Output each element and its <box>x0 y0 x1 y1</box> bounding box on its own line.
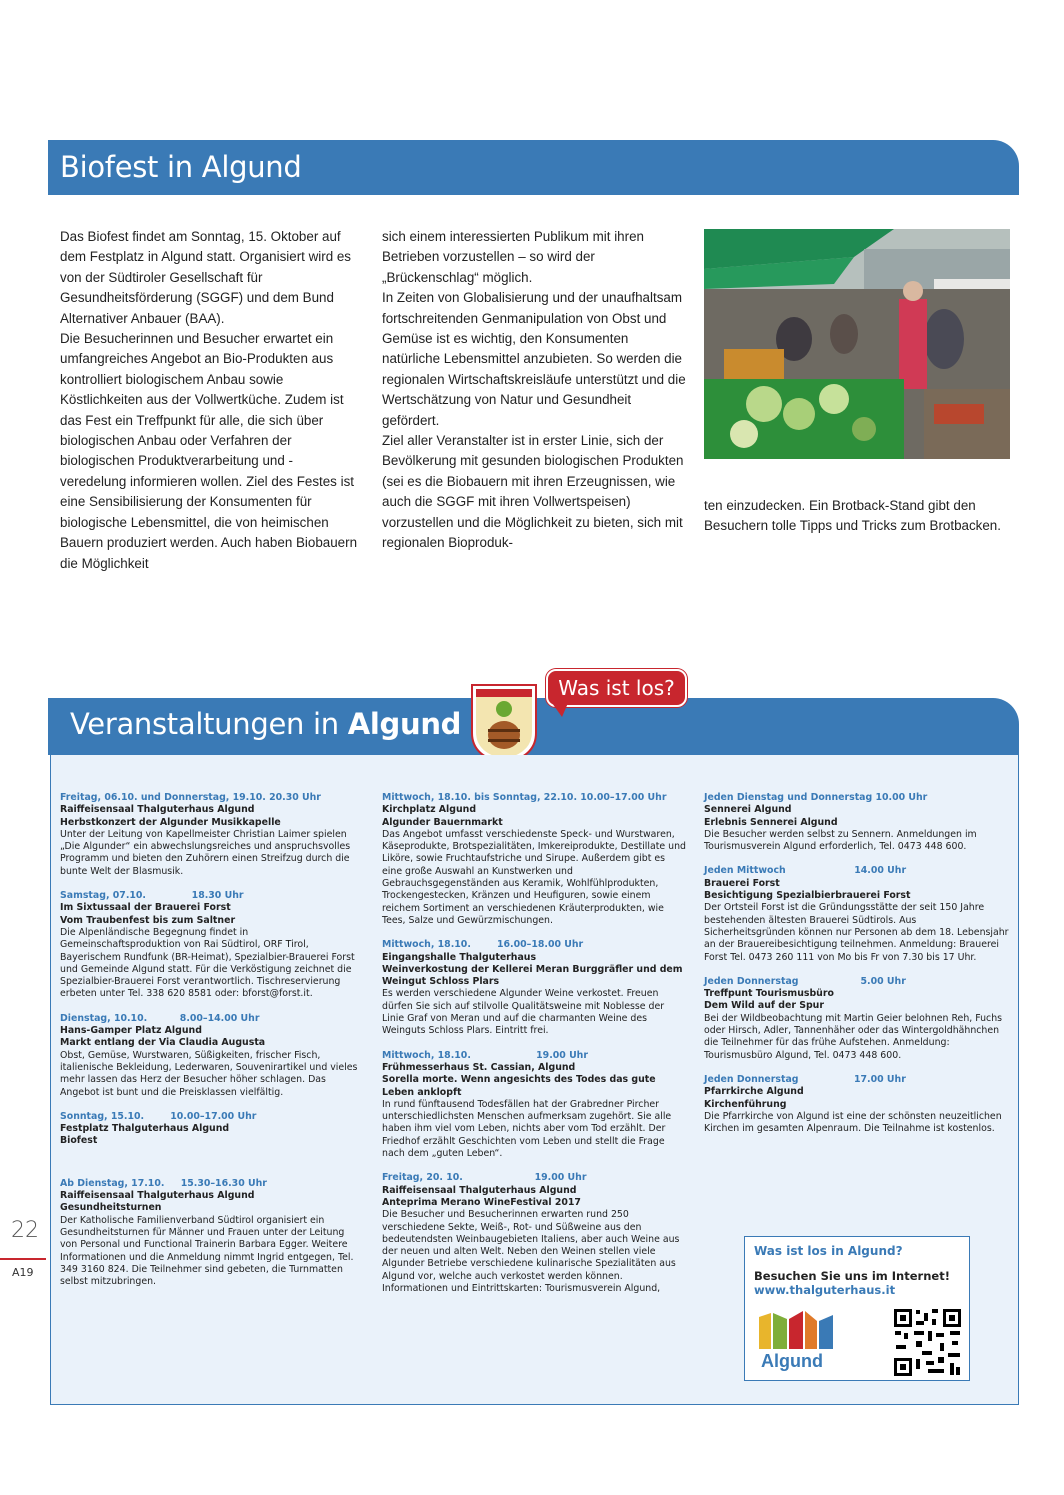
event-place: Im Sixtussaal der Brauerei Forst <box>60 902 231 914</box>
event-date: Samstag, 07.10. 18.30 Uhr <box>60 890 244 902</box>
event-title: Algunder Bauernmarkt <box>382 816 503 828</box>
event-date: Jeden Donnerstag 17.00 Uhr <box>704 1073 906 1085</box>
info-box <box>744 1236 970 1381</box>
page-code: A19 <box>12 1266 34 1279</box>
event-place: Raiffeisensaal Thalguterhaus Algund <box>60 1190 255 1202</box>
event-item <box>382 939 687 1037</box>
event-item <box>704 1074 1009 1135</box>
event-place: Kirchplatz Algund <box>382 804 477 816</box>
article-column-1 <box>60 227 358 574</box>
events-title-prefix: Veranstaltungen in <box>70 707 348 741</box>
event-place: Raiffeisensaal Thalguterhaus Algund <box>382 1184 577 1196</box>
event-item <box>382 792 687 927</box>
event-title: Herbstkonzert der Algunder Musikkapelle <box>60 816 281 828</box>
event-title: Anteprima Merano WineFestival 2017 <box>382 1196 581 1208</box>
event-item <box>704 792 1009 853</box>
event-description: Der Katholische Familienverband Südtirol organisiert ein Gesundheitsturnen für Männer und Frauen unter der Leitung von Personal und Functional Trainerin Barbara Egger. Weitere Informationen und die Anmeldung nimmt Ingrid entgegen, Tel. 349 3160 824. Die Teilnehmer sind gebeten, die Turnmatten selbst mitzubringen. <box>60 1214 354 1288</box>
event-date: Sonntag, 15.10. 10.00–17.00 Uhr <box>60 1110 257 1122</box>
algund-crest-icon <box>470 683 538 765</box>
event-date: Jeden Mittwoch 14.00 Uhr <box>704 865 907 877</box>
event-title: Kirchenführung <box>704 1098 787 1110</box>
event-place: Frühmesserhaus St. Cassian, Algund <box>382 1061 576 1073</box>
event-date: Freitag, 06.10. und Donnerstag, 19.10. 20.30 Uhr <box>60 792 321 803</box>
event-date: Mittwoch, 18.10. 19.00 Uhr <box>382 1049 588 1061</box>
logo-text: Algund <box>761 1351 823 1371</box>
article-paragraph: Die Besucherinnen und Besucher erwartet ein umfangreiches Angebot an Bio-Produkten aus kontrolliert biologischem Anbau sowie Köstlichkeiten aus der Vollwertküche. Zudem ist das Fest ein Treffpunkt für alle, die sich über biologischen Anbau oder Verfahren der biologischen Produktverarbeitung und -veredelung informieren wollen. Ziel des Festes ist eine Sensibilisierung der Konsumenten für biologische Lebensmittel, die von heimischen Bauern produziert werden. Auch haben Biobauern die Möglichkeit <box>60 331 358 571</box>
event-description: Der Ortsteil Forst ist die Gründungsstätte der seit 150 Jahre bestehenden ältesten Brauerei Südtirols. Aus Sicherheitsgründen können nur Personen ab dem 18. Lebensjahr an der Brauereibesichtigung teilnehmen. Anmeldung: Brauerei Forst Tel. 0473 260 111 von Mo bis Fr von 7.30 bis 17 Uhr. <box>704 902 1009 963</box>
event-date: Jeden Dienstag und Donnerstag 10.00 Uhr <box>704 792 928 803</box>
event-place: Eingangshalle Thalguterhaus <box>382 951 537 963</box>
event-description: Obst, Gemüse, Wurstwaren, Süßigkeiten, frischer Fisch, italienische Bekleidung, Lederwaren, Souvenirartikel und vieles mehr lassen das Herz der Besucher höher schlagen. Das Angebot ist bunt und die Preisklassen vielfältig. <box>60 1049 358 1098</box>
bubble-tail <box>552 703 568 717</box>
event-date: Mittwoch, 18.10. 16.00–18.00 Uhr <box>382 939 584 951</box>
event-description: Es werden verschiedene Algunder Weine verkostet. Freuen dürfen Sie sich auf stilvolle Qualitätsweine mit Noblesse der Linie Graf von Meran und auf die charmanten Weine des Weinguts Schloss Plars. Eintritt frei. <box>382 988 665 1037</box>
event-title: Erlebnis Sennerei Algund <box>704 816 838 828</box>
event-date: Mittwoch, 18.10. bis Sonntag, 22.10. 10.00–17.00 Uhr <box>382 792 667 803</box>
event-description: In rund fünftausend Todesfällen hat der Grabredner Pircher unterschiedlichsten Menschen aufmerksam zugehört. Sie alle haben ihm viel vom Leben, nichts aber vom Tod erzählt. Der Friedhof erzählt Geschichten vom Leben und stellt die Frage nach dem „guten Leben“. <box>382 1098 672 1160</box>
article-column-3 <box>704 496 1010 537</box>
event-place: Raiffeisensaal Thalguterhaus Algund <box>60 804 255 816</box>
event-title: Vom Traubenfest bis zum Saltner <box>60 914 236 926</box>
market-photo <box>704 229 1010 459</box>
event-place: Brauerei Forst <box>704 877 780 889</box>
article-banner <box>48 140 1019 195</box>
event-item <box>60 1178 362 1289</box>
info-heading: Was ist los in Algund? <box>754 1244 903 1258</box>
bubble-label: Was ist los? <box>558 676 675 700</box>
event-date: Ab Dienstag, 17.10. 15.30–16.30 Uhr <box>60 1177 267 1189</box>
event-description: Die Besucher und Besucherinnen erwarten rund 250 verschiedene Sekte, Weiß-, Rot- und Süßweine aus den bedeutendsten Weinbaugebieten Italiens, aber auch Weine aus der neuen und alten Welt. Neben den Weinen stellen viele Algunder Betriebe verschiedene kulinarische Spezialitäten aus Algund vor, welche auch verkostet werden können. Informationen und Eintrittskarten: Tourismusverein Algund, <box>382 1209 680 1294</box>
event-item <box>382 1172 687 1295</box>
event-title: Weinverkostung der Kellerei Meran Burggräfler und dem Weingut Schloss Plars <box>382 963 683 988</box>
event-description: Bei der Wildbeobachtung mit Martin Geier belohnen Reh, Fuchs oder Hirsch, Adler, Tannenhäher oder das Wintergoldhähnchen die Teilnehmer für das frühe Aufstehen. Anmeldung: Tourismusbüro Algund, Tel. 0473 448 600. <box>704 1012 1003 1061</box>
event-title: Markt entlang der Via Claudia Augusta <box>60 1037 266 1049</box>
article-paragraph: In Zeiten von Globalisierung und der unaufhaltsam fortschreitenden Genmanipulation von Obst und Gemüse ist es wichtig, den Konsumenten natürliche Lebensmittel anzubieten. So werden die regionalen Wirtschaftskreisläufe unterstützt und die Wertschätzung von Natur und Gesundheit gefördert. <box>382 290 686 428</box>
events-column-3 <box>704 792 1009 1147</box>
event-place: Sennerei Algund <box>704 804 792 816</box>
event-description: Die Pfarrkirche von Algund ist eine der schönsten neuzeitlichen Kirchen im gesamten Alpenraum. Die Teilnahme ist kostenlos. <box>704 1110 1002 1135</box>
events-column-2 <box>382 792 687 1307</box>
event-place: Pfarrkirche Algund <box>704 1086 804 1098</box>
event-item <box>704 976 1009 1062</box>
article-column-2 <box>382 227 686 554</box>
event-item <box>382 1050 687 1161</box>
event-title: Gesundheitsturnen <box>60 1202 162 1214</box>
event-date: Jeden Donnerstag 5.00 Uhr <box>704 975 906 987</box>
article-paragraph: ten einzudecken. Ein Brotback-Stand gibt den Besuchern tolle Tipps und Tricks zum Brotbacken. <box>704 498 1001 534</box>
qr-code-icon[interactable] <box>892 1307 963 1378</box>
events-column-1 <box>60 792 362 1300</box>
page-number: 22 <box>11 1218 39 1243</box>
article-title: Biofest in Algund <box>60 150 302 184</box>
event-item <box>60 890 362 1001</box>
info-subtitle: Besuchen Sie uns im Internet! <box>754 1269 950 1283</box>
was-ist-los-bubble <box>546 669 687 707</box>
event-date: Dienstag, 10.10. 8.00–14.00 Uhr <box>60 1012 260 1024</box>
event-place: Treffpunt Tourismusbüro <box>704 988 834 1000</box>
article-paragraph: Das Biofest findet am Sonntag, 15. Oktober auf dem Festplatz in Algund statt. Organisiert wird es von der Südtiroler Gesellschaft für Gesundheitsförderung (SGGF) und dem Bund Alternativer Anbauer (BAA). <box>60 229 352 326</box>
event-item <box>60 1013 362 1099</box>
article-paragraph: sich einem interessierten Publikum mit ihren Betrieben vorzustellen – so wird der „Brückenschlag“ möglich. <box>382 229 644 285</box>
event-item <box>704 865 1009 963</box>
website-link[interactable]: www.thalguterhaus.it <box>754 1283 896 1297</box>
event-description: Das Angebot umfasst verschiedenste Speck- und Wurstwaren, Käseprodukte, Brotspezialitäten, Imkereiprodukte, Destillate und Liköre, sowie Fruchtaufstriche und Sirupe. Außerdem gibt es eine große Auswahl an Kunstwerken und Gebrauchsgegenständen aus Keramik, Wohlfühlprodukten, Trockengestecken, Kränzen und Heufiguren, sowie einem reichem Sortiment an verschiedenen Kräuterprodukten, wie Tees, Salze und Gewürzmischungen. <box>382 828 686 926</box>
event-place: Hans-Gamper Platz Algund <box>60 1025 202 1037</box>
algund-logo-icon <box>757 1309 845 1373</box>
event-title: Dem Wild auf der Spur <box>704 1000 824 1012</box>
event-title: Besichtigung Spezialbierbrauerei Forst <box>704 890 911 902</box>
article-paragraph: Ziel aller Veranstalter ist in erster Linie, sich der Bevölkerung mit gesunden biologischen Produkten (sei es die Biobauern mit ihren Erzeugnissen, wie auch die SGGF mit ihren Vollwertspeisen) vorzustellen und die Möglichkeit zu bieten, sich mit regionalen Bioproduk- <box>382 433 684 551</box>
event-place: Festplatz Thalguterhaus Algund <box>60 1123 230 1135</box>
event-description: Die Alpenländische Begegnung findet in Gemeinschaftsproduktion von Rai Südtirol, ORF Tirol, Bayerischem Rundfunk (BR-Heimat), Spezialbier-Brauerei Forst und Gemeinde Algund statt. Für die Verköstigung zeichnet die Spezialbier-Brauerei Forst verantwortlich. Tischreservierung erbeten unter Tel. 338 620 8581 oder: bforst@forst.it. <box>60 926 355 1000</box>
event-description: Die Besucher werden selbst zu Sennern. Anmeldungen im Tourismusverein Algund erforderlich, Tel. 0473 448 600. <box>704 828 977 853</box>
events-title <box>70 707 461 741</box>
event-title: Sorella morte. Wenn angesichts des Todes das gute Leben anklopft <box>382 1074 656 1098</box>
events-title-bold: Algund <box>347 707 462 741</box>
event-item <box>60 792 362 878</box>
event-description: Unter der Leitung von Kapellmeister Christian Laimer spielen „Die Algunder“ ein abwechslungsreiches und anspruchsvolles Programm und bieten den Zuhörern einen Streifzug durch die bunte Welt der Blasmusik. <box>60 828 351 877</box>
event-title: Biofest <box>60 1135 98 1147</box>
page-divider <box>0 1258 46 1260</box>
event-item <box>60 1111 362 1148</box>
event-date: Freitag, 20. 10. 19.00 Uhr <box>382 1172 587 1184</box>
